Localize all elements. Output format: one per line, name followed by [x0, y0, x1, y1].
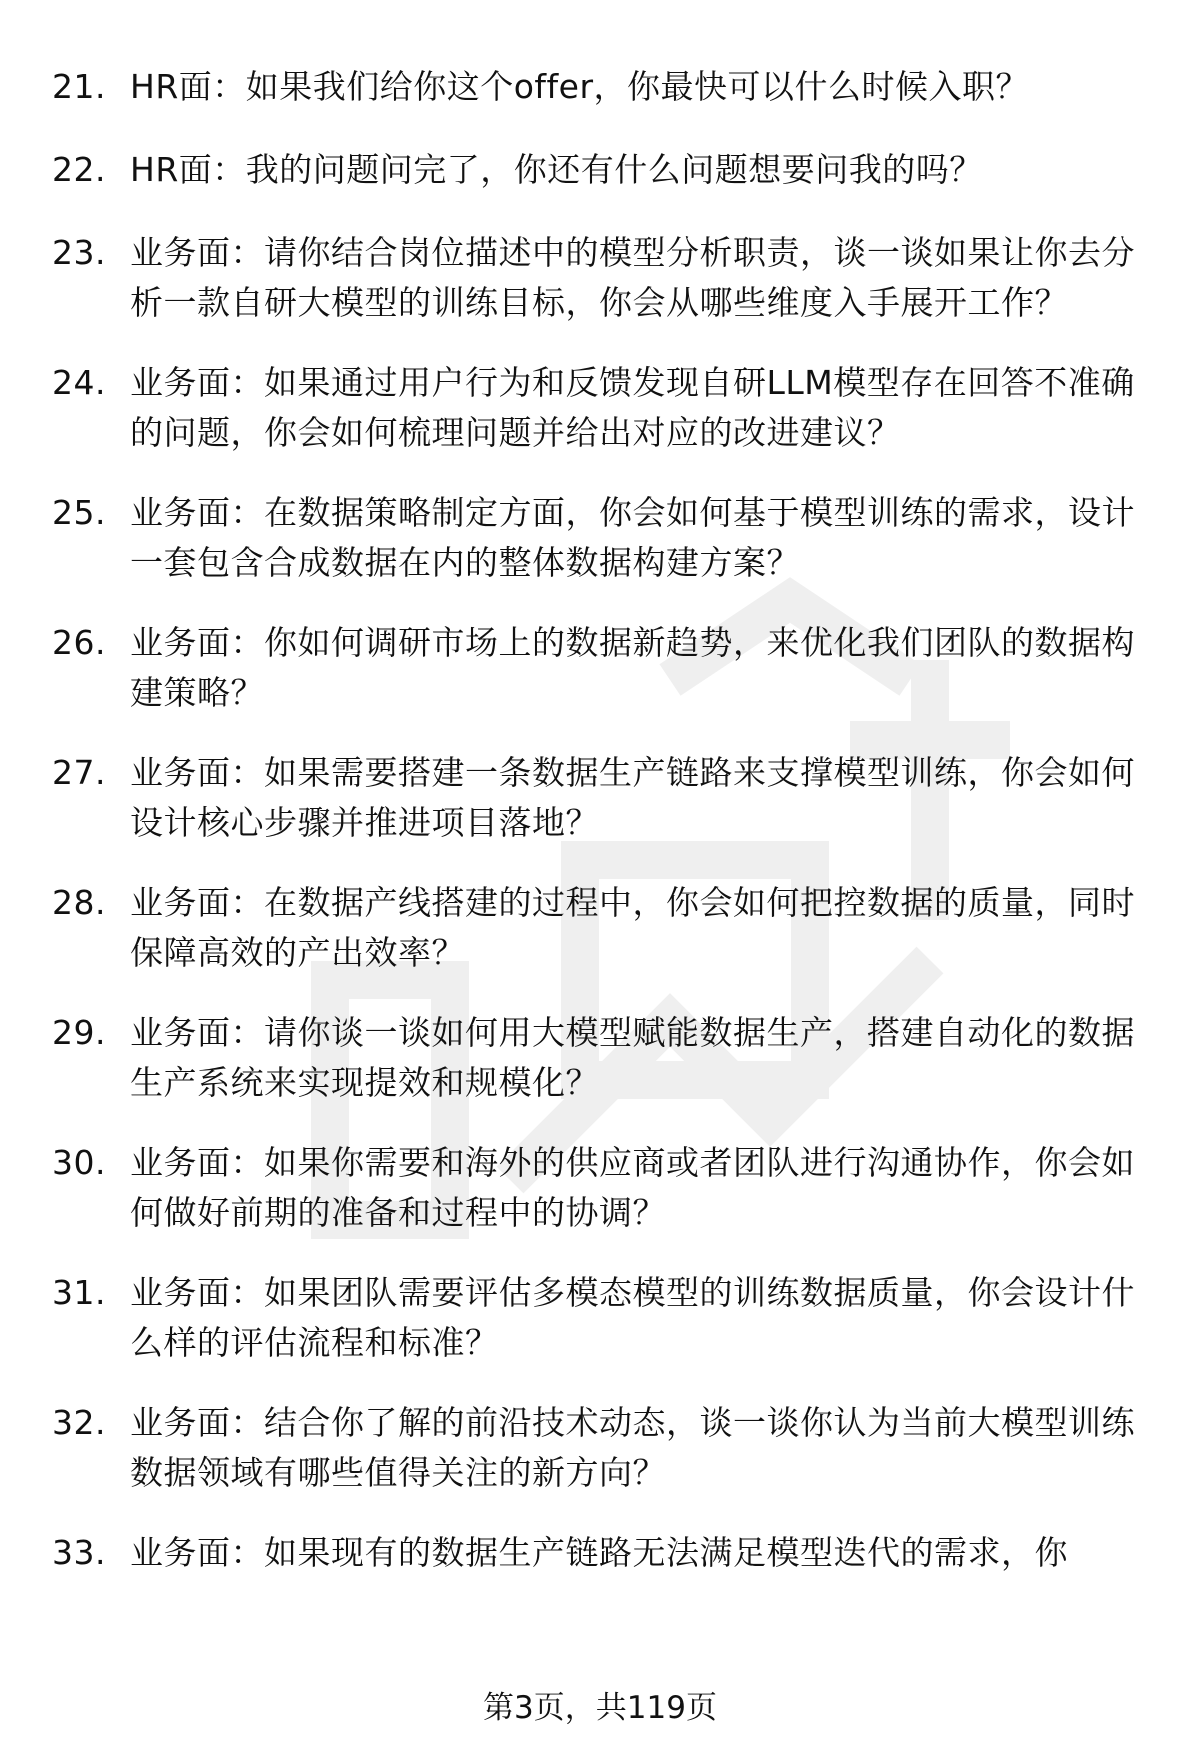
page-number-footer: 第3页，共119页 [483, 1690, 717, 1726]
question-text: 业务面：请你谈一谈如何用大模型赋能数据生产，搭建自动化的数据生产系统来实现提效和规模化？ [130, 1013, 1135, 1102]
question-number: 27. [52, 753, 106, 792]
question-number: 21. [52, 67, 106, 106]
question-number: 26. [52, 623, 106, 662]
question-item [52, 748, 1152, 848]
question-text: HR面：我的问题问完了，你还有什么问题想要问我的吗？ [130, 150, 983, 189]
question-text: HR面：如果我们给你这个offer，你最快可以什么时候入职？ [130, 67, 1030, 106]
question-number: 32. [52, 1403, 106, 1442]
question-item [52, 62, 1152, 112]
question-text: 业务面：如果需要搭建一条数据生产链路来支撑模型训练，你会如何设计核心步骤并推进项目落地？ [130, 753, 1135, 842]
question-item [52, 488, 1152, 588]
question-item [52, 1528, 1152, 1578]
question-item [52, 145, 1152, 195]
question-text: 业务面：如果团队需要评估多模态模型的训练数据质量，你会设计什么样的评估流程和标准？ [130, 1273, 1135, 1362]
question-item [52, 1138, 1152, 1238]
question-item [52, 228, 1152, 328]
question-item [52, 1008, 1152, 1108]
question-number: 33. [52, 1533, 106, 1572]
question-text: 业务面：你如何调研市场上的数据新趋势，来优化我们团队的数据构建策略？ [130, 623, 1135, 712]
question-item [52, 1268, 1152, 1368]
question-list [52, 62, 1152, 1611]
question-item [52, 1398, 1152, 1498]
question-text: 业务面：请你结合岗位描述中的模型分析职责，谈一谈如果让你去分析一款自研大模型的训练目标，你会从哪些维度入手展开工作？ [130, 233, 1135, 322]
question-number: 25. [52, 493, 106, 532]
question-number: 24. [52, 363, 106, 402]
question-text: 业务面：如果通过用户行为和反馈发现自研LLM模型存在回答不准确的问题，你会如何梳理问题并给出对应的改进建议？ [130, 363, 1135, 452]
question-item [52, 618, 1152, 718]
question-text: 业务面：如果现有的数据生产链路无法满足模型迭代的需求，你 [130, 1533, 1068, 1572]
question-number: 31. [52, 1273, 106, 1312]
question-text: 业务面：在数据策略制定方面，你会如何基于模型训练的需求，设计一套包含合成数据在内的整体数据构建方案？ [130, 493, 1135, 582]
question-item [52, 358, 1152, 458]
question-number: 30. [52, 1143, 106, 1182]
question-text: 业务面：结合你了解的前沿技术动态，谈一谈你认为当前大模型训练数据领域有哪些值得关注的新方向？ [130, 1403, 1135, 1492]
question-text: 业务面：如果你需要和海外的供应商或者团队进行沟通协作，你会如何做好前期的准备和过程中的协调？ [130, 1143, 1135, 1232]
question-item [52, 878, 1152, 978]
question-text: 业务面：在数据产线搭建的过程中，你会如何把控数据的质量，同时保障高效的产出效率？ [130, 883, 1135, 972]
question-number: 28. [52, 883, 106, 922]
question-number: 22. [52, 150, 106, 189]
question-number: 29. [52, 1013, 106, 1052]
question-number: 23. [52, 233, 106, 272]
